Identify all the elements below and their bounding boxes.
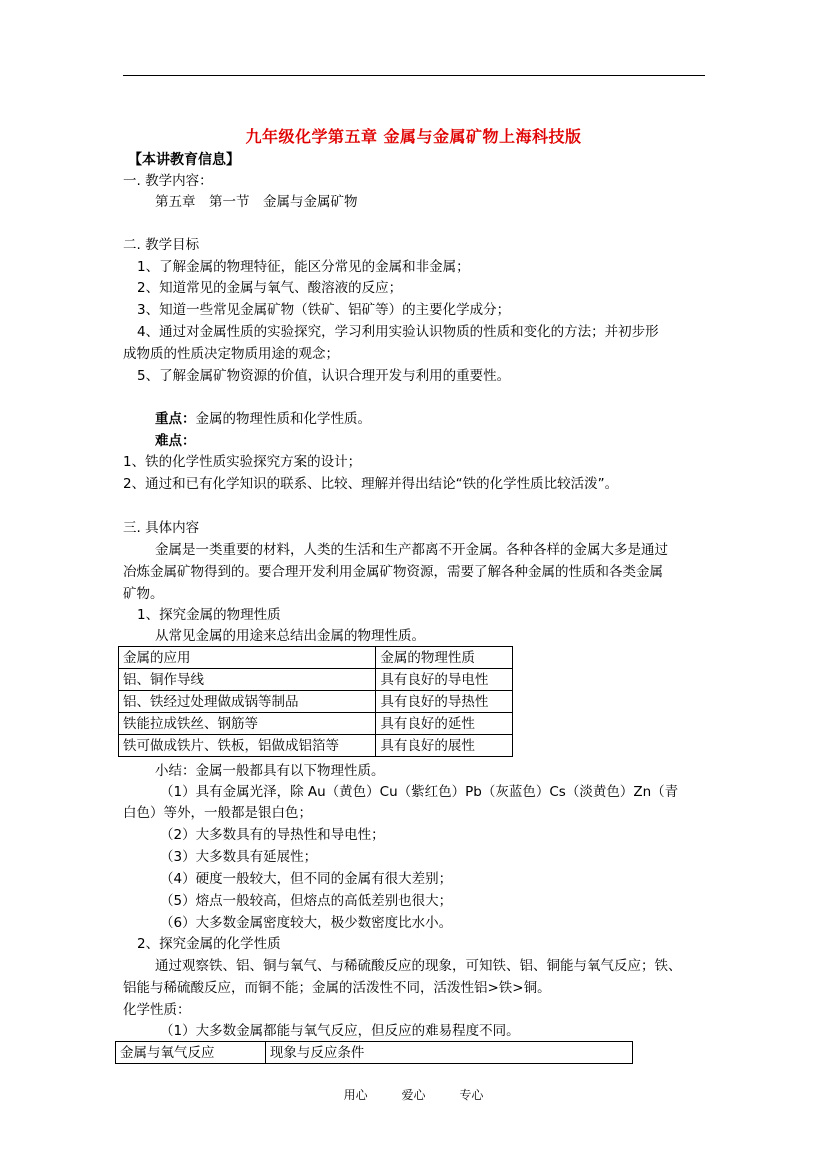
table-row xyxy=(119,713,513,735)
property-1: （1）具有金属光泽，除 Au（黄色）Cu（紫红色）Pb（灰蓝色）Cs（淡黄色）Zn（青 xyxy=(160,784,679,800)
table-cell: 具有良好的延性 xyxy=(376,713,513,735)
table-header-cell: 金属与氧气反应 xyxy=(116,1042,266,1064)
table-cell: 铁可做成铁片、铁板，铝做成铝箔等 xyxy=(119,735,376,757)
goal-2: 2、知道常见的金属与氧气、酸溶液的反应； xyxy=(137,280,403,296)
goal-5: 5、了解金属矿物资源的价值，认识合理开发与利用的重要性。 xyxy=(137,368,511,384)
difficulty-label: 难点： xyxy=(155,433,196,449)
property-3: （3）大多数具有延展性； xyxy=(160,849,318,865)
info-header: 【本讲教育信息】 xyxy=(128,152,240,168)
sub1-intro: 从常见金属的用途来总结出金属的物理性质。 xyxy=(155,628,425,644)
intro-line-1: 金属是一类重要的材料，人类的生活和生产都离不开金属。各种各样的金属大多是通过 xyxy=(155,542,668,558)
table-cell: 铝、铁经过处理做成锅等制品 xyxy=(119,691,376,713)
intro-line-2: 冶炼金属矿物得到的。要合理开发利用金属矿物资源，需要了解各种金属的性质和各类金属 xyxy=(123,564,663,580)
oxygen-reaction-table xyxy=(115,1041,633,1064)
property-5: （5）熔点一般较高，但熔点的高低差别也很大； xyxy=(160,893,453,909)
document-title: 九年级化学第五章 金属与金属矿物上海科技版 xyxy=(245,127,582,146)
table-row xyxy=(119,691,513,713)
table-cell: 铝、铜作导线 xyxy=(119,669,376,691)
section-3-heading: 三. 具体内容 xyxy=(123,520,200,536)
section-1-content: 第五章 第一节 金属与金属矿物 xyxy=(155,194,358,210)
key-point-label: 重点： xyxy=(155,411,196,427)
property-4: （4）硬度一般较大，但不同的金属有很大差别； xyxy=(160,871,453,887)
key-point-text: 金属的物理性质和化学性质。 xyxy=(195,411,371,427)
property-1-cont: 白色）等外，一般都是银白色； xyxy=(123,805,312,821)
table-cell: 具有良好的导热性 xyxy=(376,691,513,713)
table-header-cell: 现象与反应条件 xyxy=(265,1042,632,1064)
table-cell: 铁能拉成铁丝、钢筋等 xyxy=(119,713,376,735)
page-footer xyxy=(0,1086,827,1103)
footer-word: 专心 xyxy=(459,1088,484,1102)
chem-label: 化学性质： xyxy=(123,1002,191,1018)
sub2-text-1: 通过观察铁、铝、铜与氧气、与稀硫酸反应的现象，可知铁、铝、铜能与氧气反应；铁、 xyxy=(155,958,682,974)
section-1-heading: 一. 教学内容： xyxy=(123,173,213,189)
table-row xyxy=(119,735,513,757)
header-rule xyxy=(123,75,705,76)
key-point xyxy=(155,409,371,429)
sub2-text-2: 铝能与稀硫酸反应，而铜不能；金属的活泼性不同，活泼性铝>铁>铜。 xyxy=(123,980,551,996)
table-header-row xyxy=(119,647,513,669)
sub2-heading: 2、探究金属的化学性质 xyxy=(137,936,281,952)
section-2-heading: 二. 教学目标 xyxy=(123,237,200,253)
goal-4: 4、通过对金属性质的实验探究，学习利用实验认识物质的性质和变化的方法；并初步形 xyxy=(137,324,659,340)
goal-3: 3、知道一些常见金属矿物（铁矿、铝矿等）的主要化学成分； xyxy=(137,302,511,318)
table-header-cell: 金属的物理性质 xyxy=(376,647,513,669)
goal-1: 1、了解金属的物理特征，能区分常见的金属和非金属； xyxy=(137,259,470,275)
table-header-cell: 金属的应用 xyxy=(119,647,376,669)
footer-word: 爱心 xyxy=(401,1088,426,1102)
table-cell: 具有良好的展性 xyxy=(376,735,513,757)
table-row xyxy=(119,669,513,691)
summary-line: 小结：金属一般都具有以下物理性质。 xyxy=(155,763,385,779)
table-header-row xyxy=(116,1042,633,1064)
footer-word: 用心 xyxy=(343,1088,368,1102)
table-cell: 具有良好的导电性 xyxy=(376,669,513,691)
intro-line-3: 矿物。 xyxy=(123,586,164,602)
difficulty-2: 2、通过和已有化学知识的联系、比较、理解并得出结论“铁的化学性质比较活泼”。 xyxy=(123,476,619,492)
difficulty-1: 1、铁的化学性质实验探究方案的设计； xyxy=(123,454,362,470)
property-2: （2）大多数具有的导热性和导电性； xyxy=(160,827,385,843)
goal-4-cont: 成物质的性质决定物质用途的观念； xyxy=(123,346,339,362)
physical-properties-table xyxy=(118,646,513,757)
sub1-heading: 1、探究金属的物理性质 xyxy=(137,607,281,623)
chem-property-1: （1）大多数金属都能与氧气反应，但反应的难易程度不同。 xyxy=(160,1023,520,1039)
property-6: （6）大多数金属密度较大，极少数密度比水小。 xyxy=(160,915,453,931)
